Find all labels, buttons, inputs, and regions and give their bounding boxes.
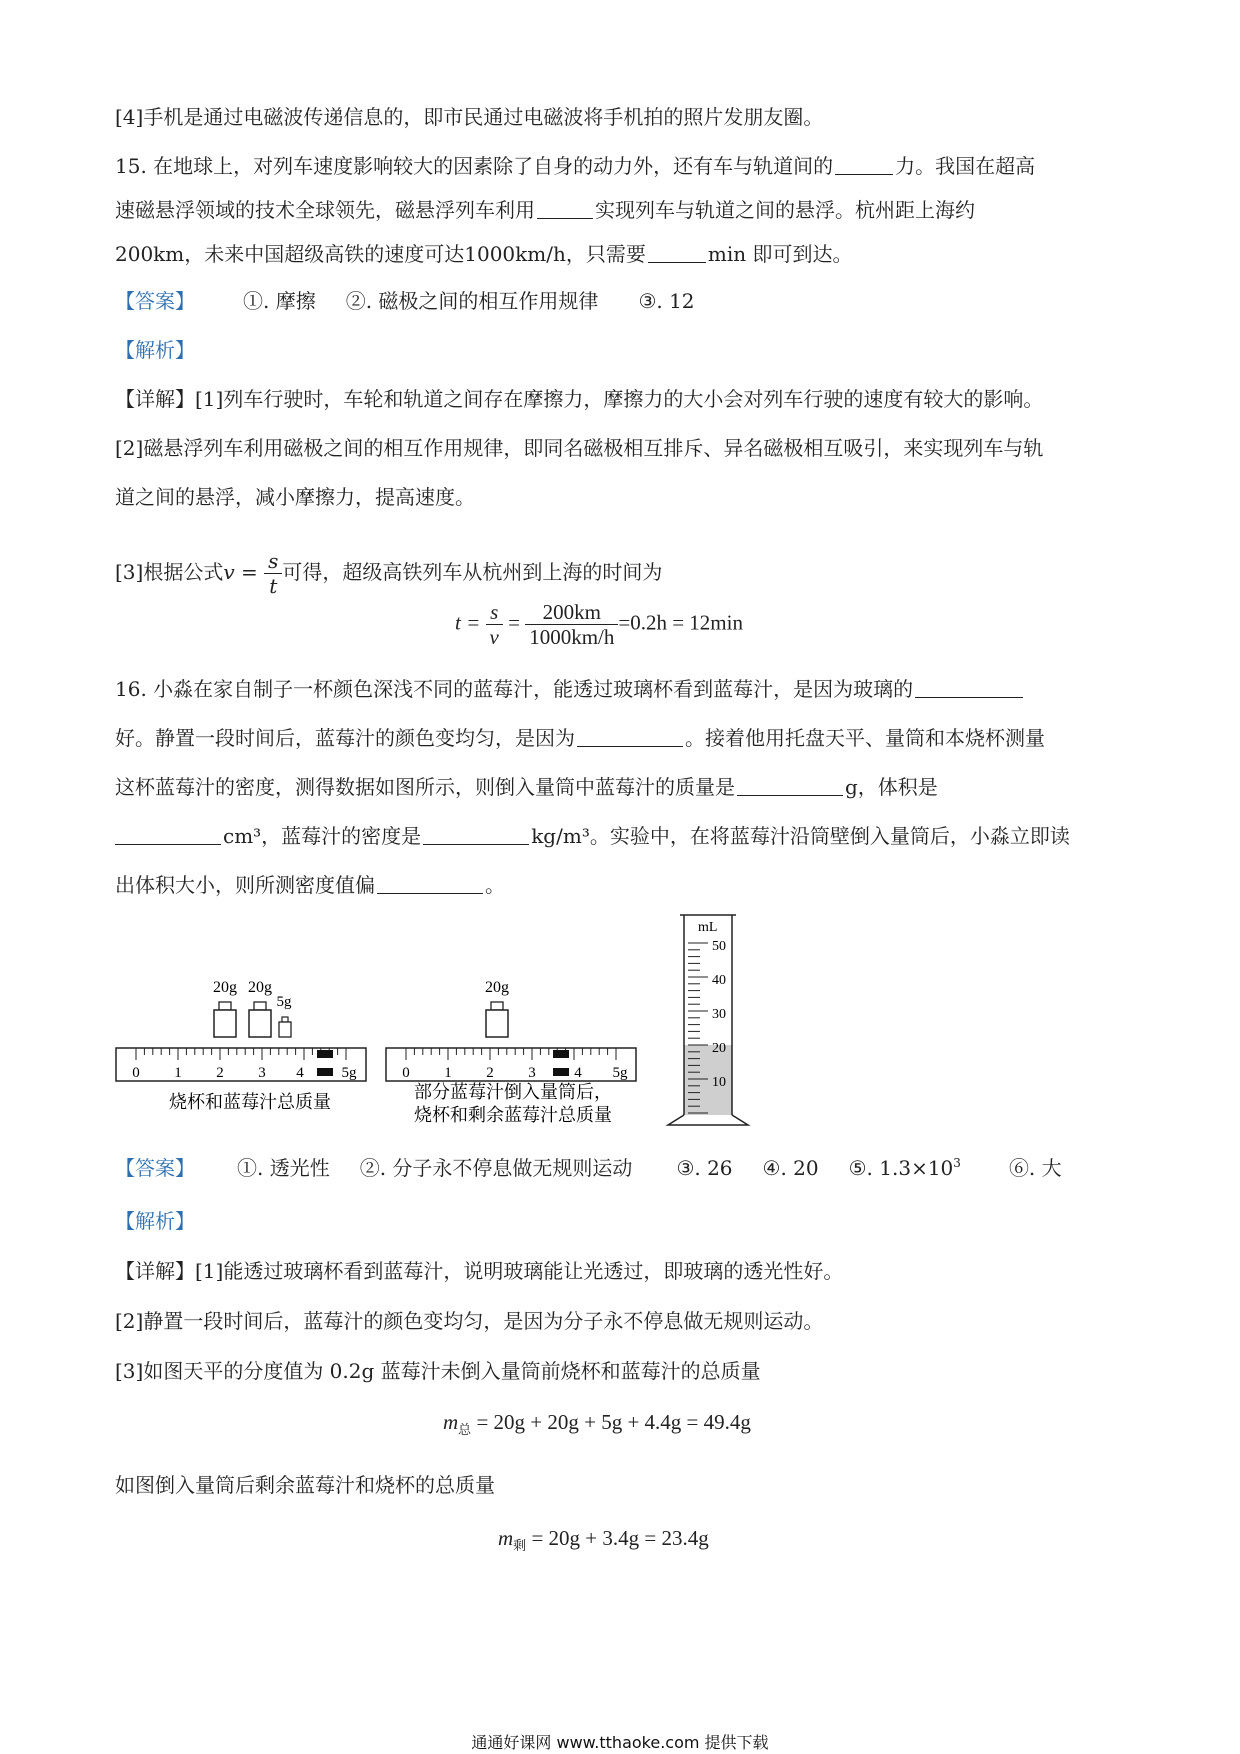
text: 力。我国在超高 [895, 154, 1036, 178]
answer-blank [537, 198, 593, 219]
weight-knob [282, 1017, 288, 1022]
text: 15. 在地球上，对列车速度影响较大的因素除了自身的动力外，还有车与轨道间的 [115, 154, 834, 178]
text: 实现列车与轨道之间的悬浮。杭州距上海约 [595, 198, 975, 222]
time-formula [455, 600, 743, 649]
answer-blank [835, 154, 893, 175]
answer-blank [915, 677, 1023, 698]
detail-line: 道之间的悬浮，减小摩擦力，提高速度。 [115, 485, 475, 509]
cylinder-mark: 30 [712, 1007, 726, 1022]
frac-num: 200km [525, 600, 618, 625]
frac-den: t [269, 574, 278, 598]
text: 。 [485, 873, 505, 897]
beam-rect [386, 1048, 636, 1081]
text: g，体积是 [845, 775, 938, 799]
scale-label: 5g [341, 1065, 357, 1081]
balance-beam-left [116, 1048, 366, 1081]
scale-label: 3 [258, 1065, 266, 1081]
text: cm³，蓝莓汁的密度是 [223, 824, 422, 848]
cylinder-base [668, 1115, 748, 1125]
cylinder-mark: 10 [712, 1075, 726, 1090]
answer-line-16 [115, 1150, 1062, 1181]
rider [553, 1050, 569, 1058]
answer-blank [648, 242, 706, 263]
graduated-cylinder [668, 915, 748, 1125]
formula-m: m [498, 1526, 514, 1550]
detail-line: 【详解】[1]能透过玻璃杯看到蓝莓汁，说明玻璃能让光透过，即玻璃的透光性好。 [115, 1259, 844, 1283]
question-16-line-3 [115, 774, 938, 800]
footer: 通通好课网 www.tthaoke.com 提供下载 [471, 1733, 769, 1752]
caption-left: 烧杯和蓝莓汁总质量 [169, 1092, 331, 1112]
question-16-line-5 [115, 872, 505, 898]
scale-label: 3 [528, 1065, 536, 1081]
balance-cylinder-figure [0, 905, 1240, 1135]
weight-label: 20g [213, 979, 237, 996]
answer-tag: 【答案】 [115, 1156, 195, 1180]
text: 好。静置一段时间后，蓝莓汁的颜色变均匀，是因为 [115, 726, 575, 750]
scale-label: 1 [174, 1065, 182, 1081]
text: 这杯蓝莓汁的密度，测得数据如图所示，则倒入量筒中蓝莓汁的质量是 [115, 775, 735, 799]
weight-5g [279, 1022, 291, 1037]
scale-label: 0 [132, 1065, 140, 1081]
analysis-tag: 【解析】 [115, 1209, 195, 1233]
detail-line: [2]磁悬浮列车利用磁极之间的相互作用规律，即同名磁极相互排斥、异名磁极相互吸引，来实现列车与轨 [115, 436, 1044, 460]
cylinder-mark: 20 [712, 1041, 726, 1056]
text: = 20g + 3.4g = 23.4g [526, 1526, 709, 1550]
detail-line-formula: [3]根据公式v = $\frac{s}{t}$ 可得，超级高铁列车从杭州到上海的时间为 [115, 549, 663, 598]
scale-label: 4 [574, 1065, 582, 1081]
caption-right-line1: 部分蓝莓汁倒入量筒后， [414, 1082, 612, 1102]
weights-left [213, 979, 292, 1037]
weight-20g [214, 1010, 236, 1037]
weight-20g [249, 1010, 271, 1037]
answer-blank [377, 873, 483, 894]
text: 可得，超级高铁列车从杭州到上海的时间为 [282, 560, 663, 584]
question-15-line-2 [115, 197, 975, 223]
answer-item: ①. 透光性 [237, 1156, 330, 1180]
text: =0.2h = 12min [618, 610, 743, 635]
answer-blank [423, 824, 529, 845]
formula-v: v [223, 560, 235, 584]
text: kg/m³。实验中，在将蓝莓汁沿筒壁倒入量筒后，小淼立即读 [531, 824, 1070, 848]
caption-right-line2: 烧杯和剩余蓝莓汁总质量 [414, 1105, 612, 1125]
weight-label: 5g [276, 994, 292, 1010]
weights-right [485, 979, 509, 1037]
answer-item: ③. 12 [638, 289, 695, 313]
answer-item: ②. 分子永不停息做无规则运动 [359, 1156, 633, 1180]
superscript: 3 [953, 1156, 961, 1170]
text: 出体积大小，则所测密度值偏 [115, 873, 375, 897]
answer-line-15 [115, 288, 725, 314]
text: = [502, 610, 526, 635]
subscript: 剩 [513, 1538, 527, 1553]
balance-beam-right [386, 1048, 636, 1081]
total-mass-formula [443, 1410, 751, 1438]
weight-20g [486, 1010, 508, 1037]
answer-item: ③. 26 [676, 1156, 733, 1180]
frac-den: 1000km/h [529, 625, 615, 649]
rider [317, 1068, 333, 1076]
scale-label: 5g [612, 1065, 628, 1081]
weight-knob [219, 1002, 231, 1010]
text: 200km，未来中国超级高铁的速度可达1000km/h，只需要 [115, 242, 646, 266]
weight-label: 20g [248, 979, 272, 996]
frac-den: v [489, 625, 499, 649]
frac-num: s [264, 549, 282, 574]
fraction [264, 549, 282, 598]
question-16-line-1 [115, 676, 1025, 702]
analysis-tag: 【解析】 [115, 338, 195, 362]
scale-label: 2 [216, 1065, 224, 1081]
cylinder-mark: 40 [712, 973, 726, 988]
scale-label: 0 [402, 1065, 410, 1081]
weight-knob [254, 1002, 266, 1010]
answer-blank [115, 824, 221, 845]
text: [3]根据公式 [115, 560, 224, 584]
formula-m: m [443, 1410, 459, 1434]
weight-label: 20g [485, 979, 509, 996]
text: 。接着他用托盘天平、量筒和本烧杯测量 [685, 726, 1045, 750]
cylinder-unit: mL [698, 920, 718, 935]
fraction [525, 600, 618, 649]
rider [317, 1050, 333, 1058]
scale-label: 2 [486, 1065, 494, 1081]
scale-label: 4 [296, 1065, 304, 1081]
answer-item: ⑥. 大 [1008, 1156, 1062, 1180]
fraction [486, 600, 503, 649]
weight-knob [491, 1002, 503, 1010]
answer-item: ②. 磁极之间的相互作用规律 [345, 289, 599, 313]
answer-tag: 【答案】 [115, 289, 195, 313]
answer-blank [577, 726, 683, 747]
formula-t: t = [455, 610, 486, 635]
question-16-line-2 [115, 725, 1045, 751]
detail-line: 如图倒入量筒后剩余蓝莓汁和烧杯的总质量 [115, 1473, 495, 1497]
text: 速磁悬浮领域的技术全球领先，磁悬浮列车利用 [115, 198, 535, 222]
detail-line: [2]静置一段时间后，蓝莓汁的颜色变均匀，是因为分子永不停息做无规则运动。 [115, 1309, 824, 1333]
question-16-line-4 [115, 823, 1070, 849]
subscript: 总 [458, 1422, 472, 1437]
question-15-line-1 [115, 153, 1035, 179]
text: 16. 小淼在家自制子一杯颜色深浅不同的蓝莓汁，能透过玻璃杯看到蓝莓汁，是因为玻璃的 [115, 677, 914, 701]
answer-item: ④. 20 [762, 1156, 819, 1180]
scale-label: 1 [444, 1065, 452, 1081]
text: ⑤. 1.3×10 [848, 1156, 954, 1180]
detail-line: 【详解】[1]列车行驶时，车轮和轨道之间存在摩擦力，摩擦力的大小会对列车行驶的速度有较大的影响。 [115, 387, 1044, 411]
answer-blank [737, 775, 843, 796]
remaining-mass-formula [498, 1526, 709, 1554]
detail-line: [3]如图天平的分度值为 0.2g 蓝莓汁未倒入量筒前烧杯和蓝莓汁的总质量 [115, 1359, 761, 1383]
text-line: [4]手机是通过电磁波传递信息的，即市民通过电磁波将手机拍的照片发朋友圈。 [115, 105, 824, 129]
frac-num: s [486, 600, 503, 625]
text: = 20g + 20g + 5g + 4.4g = 49.4g [471, 1410, 751, 1434]
text: min 即可到达。 [707, 242, 853, 266]
answer-item [849, 1150, 961, 1181]
rider [553, 1068, 569, 1076]
cylinder-mark: 50 [712, 939, 726, 954]
answer-item: ①. 摩擦 [243, 289, 316, 313]
question-15-line-3 [115, 241, 852, 267]
